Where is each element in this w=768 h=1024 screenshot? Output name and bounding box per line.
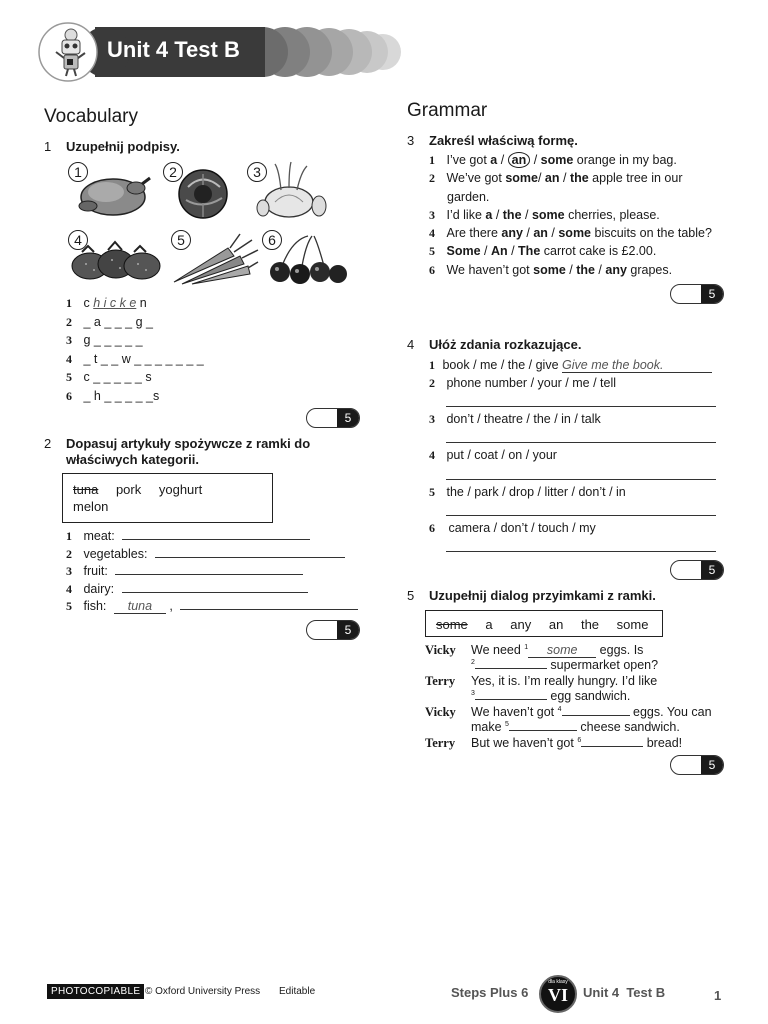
- ex2-score: 5: [337, 621, 359, 639]
- series-name: Steps Plus 6: [451, 985, 529, 1000]
- option-an-circled[interactable]: an: [508, 152, 531, 168]
- ex2-instruction-1: Dopasuj artykuły spożywcze z ramki do: [66, 436, 311, 451]
- dialog-blank-5[interactable]: [509, 730, 577, 731]
- image-number-6: 6: [262, 230, 282, 250]
- word-an: an: [548, 617, 564, 632]
- image-number-3: 3: [247, 162, 267, 182]
- dialog-answer-1[interactable]: some: [528, 643, 596, 658]
- ex4-score-box: [670, 560, 724, 580]
- option-some[interactable]: some: [533, 262, 566, 277]
- word-some: some: [616, 617, 649, 632]
- word-pork: pork: [115, 482, 142, 497]
- ex5-score: 5: [701, 756, 723, 774]
- food-image-6: [262, 230, 350, 285]
- ex3-score: 5: [701, 285, 723, 303]
- ex4-item-3: 3 don’t / theatre / the / in / talk: [429, 412, 601, 426]
- page-title: Unit 4 Test B: [107, 37, 240, 62]
- copyright: © Oxford University Press: [145, 986, 261, 997]
- ex1-score: 5: [337, 409, 359, 427]
- ex5-score-box: [670, 755, 724, 775]
- image-number-2: 2: [163, 162, 183, 182]
- speaker-vicky: Vicky: [425, 705, 456, 719]
- option-the[interactable]: the: [502, 207, 522, 222]
- option-some[interactable]: some: [531, 207, 565, 222]
- ex2-item-2: 2 vegetables:: [66, 547, 366, 565]
- ex4-blank-3[interactable]: [446, 442, 716, 443]
- header-banner: [35, 22, 405, 82]
- option-an[interactable]: an: [533, 226, 548, 241]
- page-number: 1: [714, 988, 722, 1003]
- ex1-item-1: 1 c h i c k e n: [66, 296, 147, 310]
- ex4-blank-5[interactable]: [446, 515, 716, 516]
- ex2-list: [66, 529, 366, 617]
- photocopiable-badge: PHOTOCOPIABLE: [47, 984, 144, 999]
- vocabulary-heading: Vocabulary: [44, 106, 139, 127]
- editable-label: Editable: [279, 986, 316, 997]
- class-logo-small-text: dla klasy: [548, 979, 568, 985]
- option-a[interactable]: a: [490, 153, 498, 167]
- option-an[interactable]: an: [544, 171, 560, 186]
- ex2-instruction-2: właściwych kategorii.: [66, 452, 199, 467]
- dialog-line-1: Vicky We need $^1$ some eggs. Is $^2$ supermarket open?: [425, 643, 659, 672]
- ex4-item-2: 2 phone number / your / me / tell: [429, 376, 617, 390]
- word-a: a: [485, 617, 493, 632]
- ex1-list: [66, 296, 204, 407]
- word-melon: melon: [73, 499, 109, 514]
- option-the[interactable]: the: [569, 171, 589, 186]
- word-tuna: tuna: [73, 482, 99, 497]
- dialog-blank-3[interactable]: [475, 699, 547, 700]
- ex1-item-6: 6 _ h _ _ _ _ _s: [66, 388, 160, 403]
- ex2-blank-5[interactable]: [180, 609, 358, 610]
- ex2-item-1: 1 meat:: [66, 529, 366, 547]
- ex3-number: 3: [407, 133, 415, 148]
- ex3-score-box: [670, 284, 724, 304]
- ex5-word-box: [425, 610, 663, 637]
- dialog-line-2: Terry Yes, it is. I’m really hungry. I’d like $^3$ egg sandwich.: [425, 674, 658, 703]
- ex4-blank-4[interactable]: [446, 479, 716, 480]
- ex2-blank-3[interactable]: [115, 574, 303, 575]
- ex1-instruction: Uzupełnij podpisy.: [66, 139, 180, 154]
- ex1-item-4: 4 _ t _ _ w _ _ _ _ _ _ _: [66, 351, 204, 366]
- ex4-item-1: 1 book / me / the / give Give me the book.: [429, 358, 712, 373]
- ex4-item-4: 4 put / coat / on / your: [429, 448, 557, 462]
- ex3-instruction: Zakreśl właściwą formę.: [429, 133, 578, 148]
- ex3-item-3: 3 I’d like a / the / some cherries, please.: [429, 207, 660, 222]
- option-an[interactable]: An: [490, 244, 508, 259]
- image-number-5: 5: [171, 230, 191, 250]
- ex3-item-2: 2 We’ve got some/ an / the apple tree in our: [429, 171, 683, 186]
- food-image-5: [168, 230, 260, 285]
- grammar-heading: Grammar: [407, 100, 488, 121]
- speaker-terry: Terry: [425, 736, 456, 750]
- ex2-number: 2: [44, 436, 52, 451]
- ex3-item-5: 5 Some / An / The carrot cake is £2.00.: [429, 244, 657, 259]
- word-the: the: [580, 617, 600, 632]
- ex4-score: 5: [701, 561, 723, 579]
- ex4-number: 4: [407, 337, 415, 352]
- footer-unit: Unit 4 Test B: [583, 985, 666, 1000]
- ex2-blank-2[interactable]: [155, 557, 345, 558]
- option-a[interactable]: a: [485, 207, 493, 222]
- dialog-blank-6[interactable]: [581, 746, 643, 747]
- option-some[interactable]: Some: [446, 244, 481, 259]
- ex2-word-box: [62, 473, 273, 523]
- ex5-instruction: Uzupełnij dialog przyimkami z ramki.: [429, 588, 656, 603]
- class-logo-numeral: VI: [547, 985, 568, 1005]
- ex4-item-6: 6 camera / don’t / touch / my: [429, 521, 596, 535]
- ex1-score-box: [306, 408, 360, 428]
- word-any: any: [510, 617, 532, 632]
- option-the[interactable]: The: [518, 244, 541, 259]
- ex2-score-box: [306, 620, 360, 640]
- dialog-line-4: Terry But we haven’t got $^6$ bread!: [425, 736, 683, 750]
- ex2-blank-1[interactable]: [122, 539, 310, 540]
- ex4-answer-1[interactable]: Give me the book.: [562, 358, 712, 373]
- ex2-item-4: 4 dairy:: [66, 582, 366, 600]
- ex1-item-2: 2 _ a _ _ _ g _: [66, 314, 153, 329]
- class-logo: [539, 975, 577, 1013]
- food-image-1: [68, 162, 153, 220]
- ex2-blank-4[interactable]: [122, 592, 308, 593]
- speaker-vicky: Vicky: [425, 643, 456, 657]
- image-number-4: 4: [68, 230, 88, 250]
- ex4-item-5: 5 the / park / drop / litter / don’t / in: [429, 485, 626, 499]
- ex4-instruction: Ułóż zdania rozkazujące.: [429, 337, 582, 352]
- option-the[interactable]: the: [576, 262, 595, 277]
- ex1-item-3: 3 g _ _ _ _ _: [66, 333, 143, 347]
- option-some[interactable]: some: [540, 153, 574, 167]
- dialog-blank-2[interactable]: [475, 668, 547, 669]
- ex4-blank-2[interactable]: [446, 406, 716, 407]
- ex3-item-2-cont: garden.: [447, 189, 490, 204]
- ex3-item-6: 6 We haven’t got some / the / any grapes.: [429, 262, 673, 277]
- image-number-1: 1: [68, 162, 88, 182]
- food-image-3: [245, 160, 335, 220]
- ex2-item-5: 5 fish: tuna ,: [66, 599, 366, 617]
- ex3-list: [429, 153, 739, 281]
- word-some-crossed: some: [436, 617, 468, 632]
- speaker-terry: Terry: [425, 674, 456, 688]
- ex1-number: 1: [44, 139, 52, 154]
- dialog-blank-4[interactable]: [562, 715, 630, 716]
- ex2-answer-tuna[interactable]: tuna: [114, 599, 166, 614]
- food-image-4: [68, 230, 163, 285]
- food-image-2: [158, 162, 243, 220]
- ex3-item-4: 4 Are there any / an / some biscuits on the table?: [429, 226, 712, 241]
- ex2-item-3: 3 fruit:: [66, 564, 366, 582]
- option-some[interactable]: some: [505, 171, 538, 186]
- ex5-number: 5: [407, 588, 415, 603]
- ex4-blank-6[interactable]: [446, 551, 716, 552]
- ex3-item-1: 1 I’ve got a / an / some orange in my bag.: [429, 153, 677, 167]
- option-any[interactable]: any: [605, 262, 627, 277]
- word-yoghurt: yoghurt: [158, 482, 203, 497]
- dialog-line-3: Vicky We haven’t got $^4$ eggs. You can make $^5$ cheese sandwich.: [425, 705, 712, 734]
- option-any[interactable]: any: [501, 226, 523, 241]
- option-some[interactable]: some: [558, 226, 592, 241]
- ex1-item-5: 5 c _ _ _ _ _ s: [66, 370, 152, 384]
